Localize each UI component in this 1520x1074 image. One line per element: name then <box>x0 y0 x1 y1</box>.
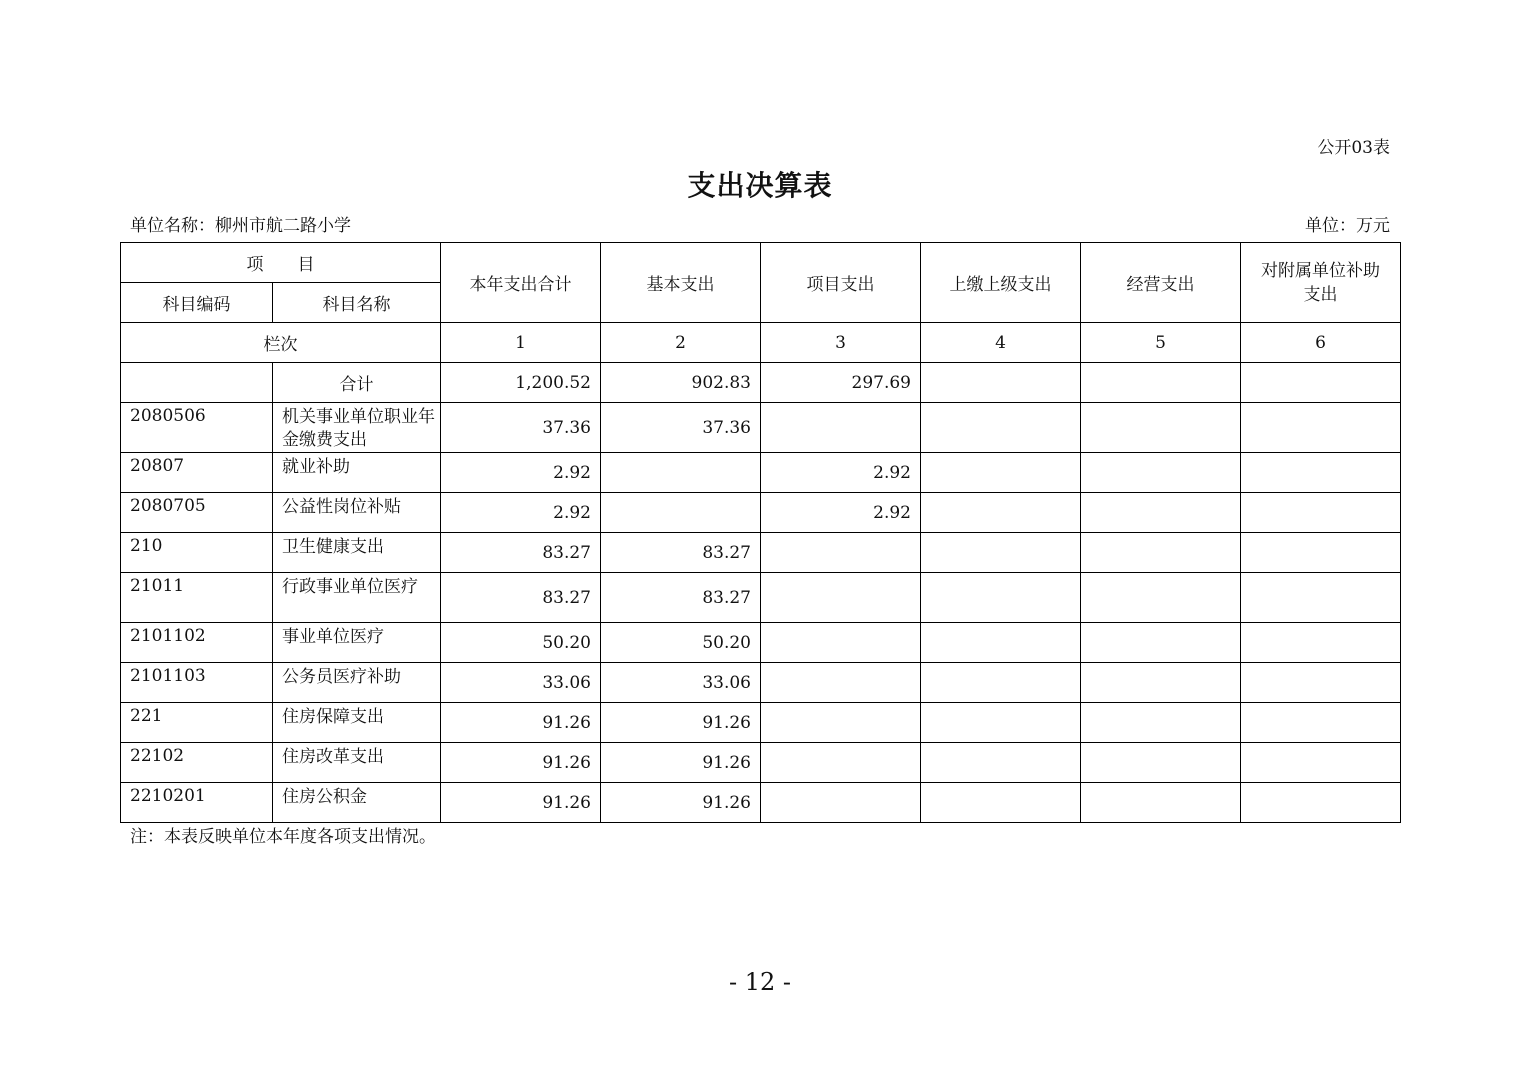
row-basic <box>601 453 761 493</box>
table-row <box>121 743 1401 783</box>
row-subsidy <box>1241 783 1401 823</box>
row-upper <box>921 493 1081 533</box>
row-name: 卫生健康支出 <box>273 533 441 573</box>
row-project <box>761 573 921 623</box>
row-subsidy <box>1241 533 1401 573</box>
row-name: 住房改革支出 <box>273 743 441 783</box>
row-total: 33.06 <box>441 663 601 703</box>
table-row <box>121 493 1401 533</box>
total-business <box>1081 363 1241 403</box>
table-body <box>121 363 1401 823</box>
row-upper <box>921 403 1081 453</box>
row-name: 就业补助 <box>273 453 441 493</box>
row-basic <box>601 493 761 533</box>
header-name: 科目名称 <box>273 283 441 323</box>
table-note: 注：本表反映单位本年度各项支出情况。 <box>130 827 436 847</box>
header-code: 科目编码 <box>121 283 273 323</box>
form-number: 公开03表 <box>1317 138 1390 158</box>
table-header <box>121 243 1401 363</box>
row-upper <box>921 533 1081 573</box>
row-total: 91.26 <box>441 783 601 823</box>
row-business <box>1081 573 1241 623</box>
row-name: 公益性岗位补贴 <box>273 493 441 533</box>
row-name: 公务员医疗补助 <box>273 663 441 703</box>
table-row <box>121 573 1401 623</box>
column-index: 2 <box>601 323 761 363</box>
row-project <box>761 703 921 743</box>
row-business <box>1081 623 1241 663</box>
row-upper <box>921 623 1081 663</box>
row-upper <box>921 663 1081 703</box>
row-basic: 83.27 <box>601 573 761 623</box>
row-project: 2.92 <box>761 493 921 533</box>
row-upper <box>921 783 1081 823</box>
table-row <box>121 783 1401 823</box>
header-subsidy: 对附属单位补助支出 <box>1241 243 1401 323</box>
row-business <box>1081 703 1241 743</box>
row-code: 2210201 <box>121 783 273 823</box>
row-code: 210 <box>121 533 273 573</box>
header-column-index: 栏次 <box>121 323 441 363</box>
row-business <box>1081 743 1241 783</box>
row-upper <box>921 703 1081 743</box>
row-subsidy <box>1241 573 1401 623</box>
row-upper <box>921 743 1081 783</box>
header-basic: 基本支出 <box>601 243 761 323</box>
total-code-cell <box>121 363 273 403</box>
header-total: 本年支出合计 <box>441 243 601 323</box>
table-row <box>121 533 1401 573</box>
total-total: 1,200.52 <box>441 363 601 403</box>
row-code: 21011 <box>121 573 273 623</box>
total-upper <box>921 363 1081 403</box>
row-name: 行政事业单位医疗 <box>273 573 441 623</box>
expenditure-table <box>120 242 1401 823</box>
row-subsidy <box>1241 493 1401 533</box>
row-project <box>761 623 921 663</box>
table-row <box>121 703 1401 743</box>
row-project <box>761 743 921 783</box>
column-index: 4 <box>921 323 1081 363</box>
row-subsidy <box>1241 453 1401 493</box>
page-title: 支出决算表 <box>687 169 833 202</box>
row-project: 2.92 <box>761 453 921 493</box>
row-code: 2101102 <box>121 623 273 663</box>
row-basic: 91.26 <box>601 743 761 783</box>
table-row <box>121 663 1401 703</box>
row-code: 2080506 <box>121 403 273 453</box>
row-code: 2080705 <box>121 493 273 533</box>
total-project: 297.69 <box>761 363 921 403</box>
row-total: 83.27 <box>441 573 601 623</box>
total-basic: 902.83 <box>601 363 761 403</box>
row-basic: 91.26 <box>601 703 761 743</box>
row-basic: 91.26 <box>601 783 761 823</box>
table-row <box>121 453 1401 493</box>
row-business <box>1081 453 1241 493</box>
row-name: 事业单位医疗 <box>273 623 441 663</box>
row-upper <box>921 453 1081 493</box>
row-subsidy <box>1241 703 1401 743</box>
unit-name: 单位名称：柳州市航二路小学 <box>130 216 351 236</box>
table-row <box>121 623 1401 663</box>
row-business <box>1081 783 1241 823</box>
row-project <box>761 783 921 823</box>
row-code: 2101103 <box>121 663 273 703</box>
row-code: 20807 <box>121 453 273 493</box>
row-upper <box>921 573 1081 623</box>
header-item: 项 目 <box>121 243 441 283</box>
column-index: 3 <box>761 323 921 363</box>
column-index: 5 <box>1081 323 1241 363</box>
row-business <box>1081 403 1241 453</box>
row-total: 2.92 <box>441 453 601 493</box>
row-basic: 83.27 <box>601 533 761 573</box>
page-number: - 12 - <box>728 968 791 996</box>
row-subsidy <box>1241 663 1401 703</box>
row-basic: 50.20 <box>601 623 761 663</box>
row-basic: 37.36 <box>601 403 761 453</box>
row-name: 机关事业单位职业年金缴费支出 <box>273 403 441 453</box>
column-index: 1 <box>441 323 601 363</box>
table-row <box>121 403 1401 453</box>
header-upper: 上缴上级支出 <box>921 243 1081 323</box>
row-subsidy <box>1241 743 1401 783</box>
row-subsidy <box>1241 623 1401 663</box>
row-subsidy <box>1241 403 1401 453</box>
column-index: 6 <box>1241 323 1401 363</box>
row-project <box>761 403 921 453</box>
row-business <box>1081 533 1241 573</box>
row-business <box>1081 493 1241 533</box>
total-label: 合计 <box>273 363 441 403</box>
row-project <box>761 663 921 703</box>
total-subsidy <box>1241 363 1401 403</box>
row-business <box>1081 663 1241 703</box>
row-project <box>761 533 921 573</box>
row-total: 83.27 <box>441 533 601 573</box>
header-business: 经营支出 <box>1081 243 1241 323</box>
row-total: 50.20 <box>441 623 601 663</box>
row-total: 37.36 <box>441 403 601 453</box>
row-name: 住房公积金 <box>273 783 441 823</box>
total-row <box>121 363 1401 403</box>
row-name: 住房保障支出 <box>273 703 441 743</box>
row-code: 221 <box>121 703 273 743</box>
row-total: 2.92 <box>441 493 601 533</box>
row-total: 91.26 <box>441 743 601 783</box>
header-project: 项目支出 <box>761 243 921 323</box>
row-total: 91.26 <box>441 703 601 743</box>
row-code: 22102 <box>121 743 273 783</box>
row-basic: 33.06 <box>601 663 761 703</box>
currency-unit: 单位：万元 <box>1305 216 1390 236</box>
